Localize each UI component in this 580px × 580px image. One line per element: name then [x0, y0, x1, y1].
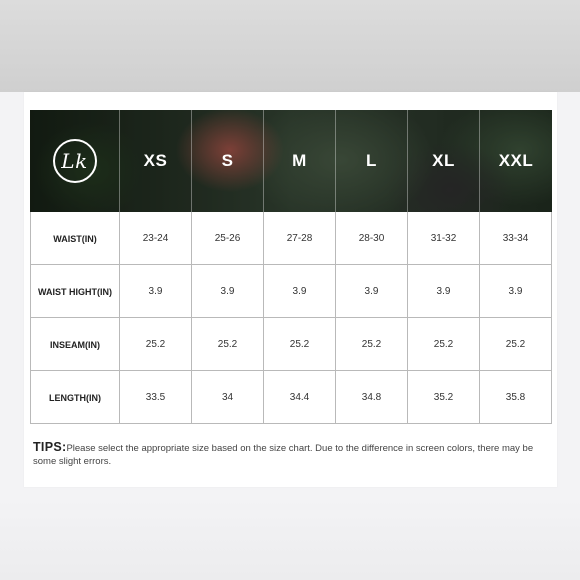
table-row-length [30, 371, 552, 424]
table-cell: 28-30 [336, 212, 408, 265]
table-cell: 3.9 [264, 265, 336, 318]
table-cell: 3.9 [480, 265, 552, 318]
table-cell: 35.8 [480, 371, 552, 424]
table-cell: 25.2 [480, 318, 552, 371]
tips-text: Please select the appropriate size based on the size chart. Due to the difference in screen colors, there may be some slight errors. [33, 443, 534, 467]
size-header-row [30, 110, 552, 212]
table-cell: 27-28 [264, 212, 336, 265]
row-label: WAIST(IN) [30, 212, 120, 265]
table-row-inseam [30, 318, 552, 371]
table-cell: 33.5 [120, 371, 192, 424]
table-cell: 3.9 [408, 265, 480, 318]
size-chart-table [30, 110, 552, 426]
size-header-xxl: XXL [498, 151, 534, 170]
table-cell: 35.2 [408, 371, 480, 424]
size-header-xs: XS [120, 110, 192, 212]
tips-note [33, 441, 553, 468]
table-cell: 25.2 [120, 318, 192, 371]
size-header-s: S [192, 110, 264, 212]
table-cell: 34.4 [264, 371, 336, 424]
size-header-l: L [336, 110, 408, 212]
row-label: INSEAM(IN) [30, 318, 120, 371]
size-chart-card [24, 92, 557, 487]
table-cell: 33-34 [480, 212, 552, 265]
table-row-waist [30, 212, 552, 265]
table-cell: 34.8 [336, 371, 408, 424]
logo-cell [30, 110, 120, 212]
brand-logo-icon: Lk [53, 139, 97, 183]
table-cell: 25.2 [264, 318, 336, 371]
table-cell: 3.9 [336, 265, 408, 318]
table-cell: 3.9 [192, 265, 264, 318]
table-cell: 23-24 [120, 212, 192, 265]
size-header-m: M [264, 110, 336, 212]
tips-heading: TIPS: [33, 440, 67, 454]
row-label: LENGTH(IN) [30, 371, 120, 424]
table-cell: 3.9 [120, 265, 192, 318]
table-cell: 25.2 [408, 318, 480, 371]
table-cell: 25.2 [336, 318, 408, 371]
table-cell: 25.2 [192, 318, 264, 371]
row-label: WAIST HIGHT(IN) [30, 265, 120, 318]
table-row-waist-hight [30, 265, 552, 318]
table-cell: 25-26 [192, 212, 264, 265]
table-cell: 31-32 [408, 212, 480, 265]
size-header-xl: XL [408, 110, 480, 212]
table-cell: 34 [192, 371, 264, 424]
